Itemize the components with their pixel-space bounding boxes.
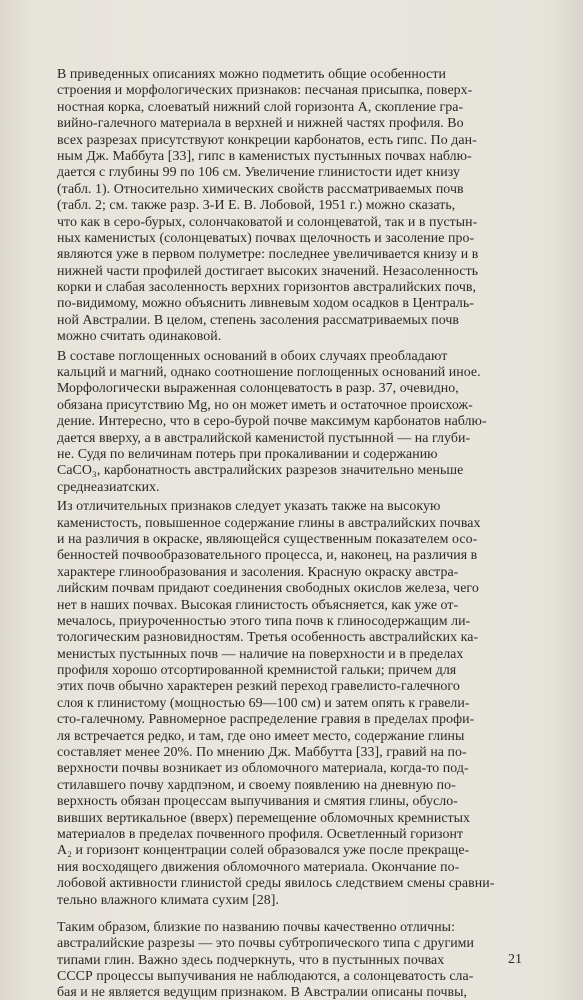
text-line: CaCO₃, карбонатность австралийских разрезов значительно меньше bbox=[57, 463, 464, 479]
text-line: Морфологически выраженная солонцеватость в разр. 37, очевидно, bbox=[57, 381, 459, 397]
text-line: этих почв обычно характерен резкий переход гравелисто-галечного bbox=[57, 679, 460, 695]
text-line: каменистость, повышенное содержание глины в австралийских почвах bbox=[57, 515, 481, 531]
text-line: дается с глубины 99 по 106 см. Увеличение глинистости идет книзу bbox=[57, 165, 460, 181]
text-line: составляет менее 20%. По мнению Дж. Маббутта [33], гравий на по- bbox=[57, 745, 467, 761]
text-line: верхности почвы возникает из обломочного материала, когда-то под- bbox=[57, 761, 469, 777]
text-line: В составе поглощенных оснований в обоих случаях преобладают bbox=[57, 348, 448, 364]
text-line: лобовой активности глинистой среды явилось следствием смены сравни- bbox=[57, 876, 495, 892]
text-line: можно считать одинаковой. bbox=[57, 329, 222, 345]
page-number: 21 bbox=[508, 952, 522, 967]
text-line: типами глин. Важно здесь подчеркнуть, что в пустынных почвах bbox=[57, 952, 445, 968]
page-text bbox=[57, 67, 527, 1000]
paragraph-1 bbox=[57, 67, 527, 346]
text-line: Таким образом, близкие по названию почвы качественно отличны: bbox=[57, 919, 455, 935]
text-line: характере глинообразования и засоления. Красную окраску австра- bbox=[57, 564, 459, 580]
text-line: (табл. 1). Относительно химических свойств рассматриваемых почв bbox=[57, 181, 464, 197]
text-line: строения и морфологических признаков: песчаная присыпка, поверх- bbox=[57, 83, 473, 99]
text-line: стилавшего почву хардпэном, и своему появлению на дневную по- bbox=[57, 777, 456, 793]
text-line: ных каменистых (солонцеватых) почвах щелочность и засоление про- bbox=[57, 230, 475, 246]
text-line: являются уже в первом полуметре: последнее увеличивается книзу и в bbox=[57, 247, 479, 263]
text-line: среднеазиатских. bbox=[57, 479, 160, 495]
text-line: что как в серо-бурых, солончаковатой и солонцеватой, так и в пустын- bbox=[57, 214, 478, 230]
text-line: корки и слабая засоленность верхних горизонтов австралийских почв, bbox=[57, 280, 477, 296]
text-line: профиля хорошо отсортированной кремнистой гальки; причем для bbox=[57, 663, 457, 679]
text-line: нижней части профилей достигает высоких значений. Незасоленность bbox=[57, 263, 479, 279]
text-line: ной Австралии. В целом, степень засоления рассматриваемых почв bbox=[57, 312, 459, 328]
text-line: по-видимому, можно объяснить ливневым ходом осадков в Централь- bbox=[57, 296, 474, 312]
text-line: не. Судя по величинам потерь при прокаливании и содержанию bbox=[57, 446, 438, 462]
paragraph-4 bbox=[57, 920, 527, 1000]
text-line: тологическим разновидностям. Третья особенность австралийских ка- bbox=[57, 630, 479, 646]
text-line: менистых пустынных почв — наличие на поверхности и в пределах bbox=[57, 646, 464, 662]
paragraph-2 bbox=[57, 349, 527, 497]
text-line: вивших вертикальное (вверх) перемещение обломочных кремнистых bbox=[57, 810, 471, 826]
text-line: верхность обязан процессам выпучивания и смятия глины, обуслo- bbox=[57, 794, 458, 810]
text-line: (табл. 2; см. также разр. 3-И Е. В. Лобовой, 1951 г.) можно сказать, bbox=[57, 198, 456, 214]
text-line: ля встречается редко, и там, где оно имеет место, содержание глины bbox=[57, 728, 465, 744]
text-line: дение. Интересно, что в серо-бурой почве максимум карбонатов наблю- bbox=[57, 414, 487, 430]
text-line: слоя к глинистому (мощностью 69—100 см) и затем опять к гравели- bbox=[57, 695, 470, 711]
text-line: дается вверху, а в австралийской каменистой пустынной — на глуби- bbox=[57, 430, 471, 446]
text-line: австралийские разрезы — это почвы субтропического типа с другими bbox=[57, 936, 475, 952]
text-line: сто-галечному. Равномерное распределение гравия в пределах профи- bbox=[57, 712, 475, 728]
text-line: В приведенных описаниях можно подметить общие особенности bbox=[57, 67, 446, 82]
text-line: нет в наших почвах. Высокая глинистость объясняется, как уже от- bbox=[57, 597, 459, 613]
text-line: кальций и магний, однако соотношение поглощенных оснований иное. bbox=[57, 365, 481, 381]
text-line: мечалось, приуроченностью этого типа почв к глиносодержащим ли- bbox=[57, 613, 471, 629]
text-line: ным Дж. Маббута [33], гипс в каменистых пустынных почвах наблю- bbox=[57, 148, 472, 164]
text-line: обязана присутствию Mg, но он может иметь и остаточное происхож- bbox=[57, 397, 473, 413]
text-line: всех разрезах присутствуют конкреции карбонатов, есть гипс. По дан- bbox=[57, 132, 477, 148]
text-line: ностная корка, слоеватый нижний слой горизонта A, скопление гра- bbox=[57, 99, 464, 115]
text-line: бенностей почвообразовательного процесса, и, наконец, на различия в bbox=[57, 548, 478, 564]
text-line: бая и не является ведущим признаком. В Австралии описаны почвы, bbox=[57, 985, 468, 1000]
text-line: Из отличительных признаков следует указать также на высокую bbox=[57, 499, 441, 515]
text-line: лийским почвам придают соединения свободных окислов железа, чего bbox=[57, 581, 479, 597]
text-line: и на различия в окраске, являющейся существенным показателем осо- bbox=[57, 531, 478, 547]
text-line: ния восходящего движения обломочного материала. Окончание по- bbox=[57, 859, 460, 875]
text-line: вийно-галечного материала в верхней и нижней частях профиля. Во bbox=[57, 116, 464, 132]
paragraph-3 bbox=[57, 499, 527, 909]
text-line: материалов в пределах почвенного профиля. Осветленный горизонт bbox=[57, 826, 464, 842]
text-line: СССР процессы выпучивания не наблюдаются, а солонцеватость сла- bbox=[57, 969, 474, 985]
text-line: тельно влажного климата сухим [28]. bbox=[57, 892, 279, 908]
text-line: A₂ и горизонт концентрации солей образовался уже после прекраще- bbox=[57, 843, 470, 859]
